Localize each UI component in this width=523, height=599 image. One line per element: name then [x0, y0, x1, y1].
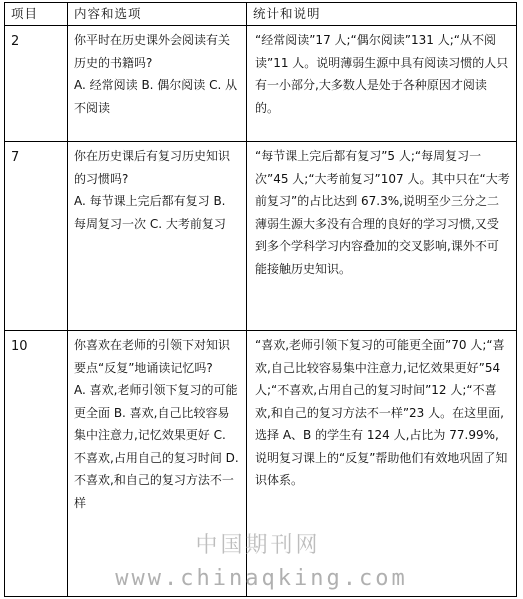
stats-text: “每节课上完后都有复习”5 人;“每周复习一次”45 人;“大考前复习”107 人。其中只在“大考前复习”的占比达到 67.3%,说明至少三分之二薄弱生源大多没有合理的良好的学习习惯,又受到多个学科学习内容叠加的交叉影响,课外不可能接触历史知识。 — [255, 149, 510, 276]
stats-text: “喜欢,老师引领下复习的可能更全面”70 人;“喜欢,自己比较容易集中注意力,记忆效果更好”54 人;“不喜欢,占用自己的复习时间”12 人;“不喜欢,和自己的复习方法不一样”23 人。在这里面,选择 A、B 的学生有 124 人,占比为 77.99%,说明复习课上的“反复”帮助他们有效地巩固了知识体系。 — [255, 338, 508, 487]
question-text: 你平时在历史课外会阅读有关历史的书籍吗? — [74, 33, 231, 70]
question-cell — [68, 26, 247, 142]
options-text: A. 喜欢,老师引领下复习的可能更全面 B. 喜欢,自己比较容易集中注意力,记忆效果更好 C. 不喜欢,占用自己的复习时间 D. 不喜欢,和自己的复习方法不一样 — [74, 383, 239, 510]
item-number: 2 — [5, 26, 68, 142]
watermark-url: www.chinaqking.com — [115, 566, 408, 591]
header-stats-notes: 统计和说明 — [247, 3, 517, 26]
stats-text: “经常阅读”17 人;“偶尔阅读”131 人;“从不阅读”11 人。说明薄弱生源中具有阅读习惯的人只有一小部分,大多数人是处于各种原因才阅读的。 — [255, 33, 509, 115]
question-text: 你喜欢在老师的引领下对知识要点“反复”地诵读记忆吗? — [74, 338, 231, 375]
question-cell — [68, 331, 247, 597]
table-header-row — [5, 3, 517, 26]
options-text: A. 经常阅读 B. 偶尔阅读 C. 从不阅读 — [74, 78, 238, 115]
question-text: 你在历史课后有复习历史知识的习惯吗? — [74, 149, 231, 186]
table-row — [5, 26, 517, 142]
table-row — [5, 331, 517, 597]
header-content-options: 内容和选项 — [68, 3, 247, 26]
survey-table — [4, 2, 517, 597]
options-text: A. 每节课上完后都有复习 B. 每周复习一次 C. 大考前复习 — [74, 194, 226, 231]
stats-cell — [247, 26, 517, 142]
item-number: 7 — [5, 142, 68, 331]
table-row — [5, 142, 517, 331]
watermark-logo-text: 中国期刊网 — [195, 533, 321, 558]
stats-cell — [247, 142, 517, 331]
stats-cell — [247, 331, 517, 597]
item-number: 10 — [5, 331, 68, 597]
header-item: 项目 — [5, 3, 68, 26]
question-cell — [68, 142, 247, 331]
